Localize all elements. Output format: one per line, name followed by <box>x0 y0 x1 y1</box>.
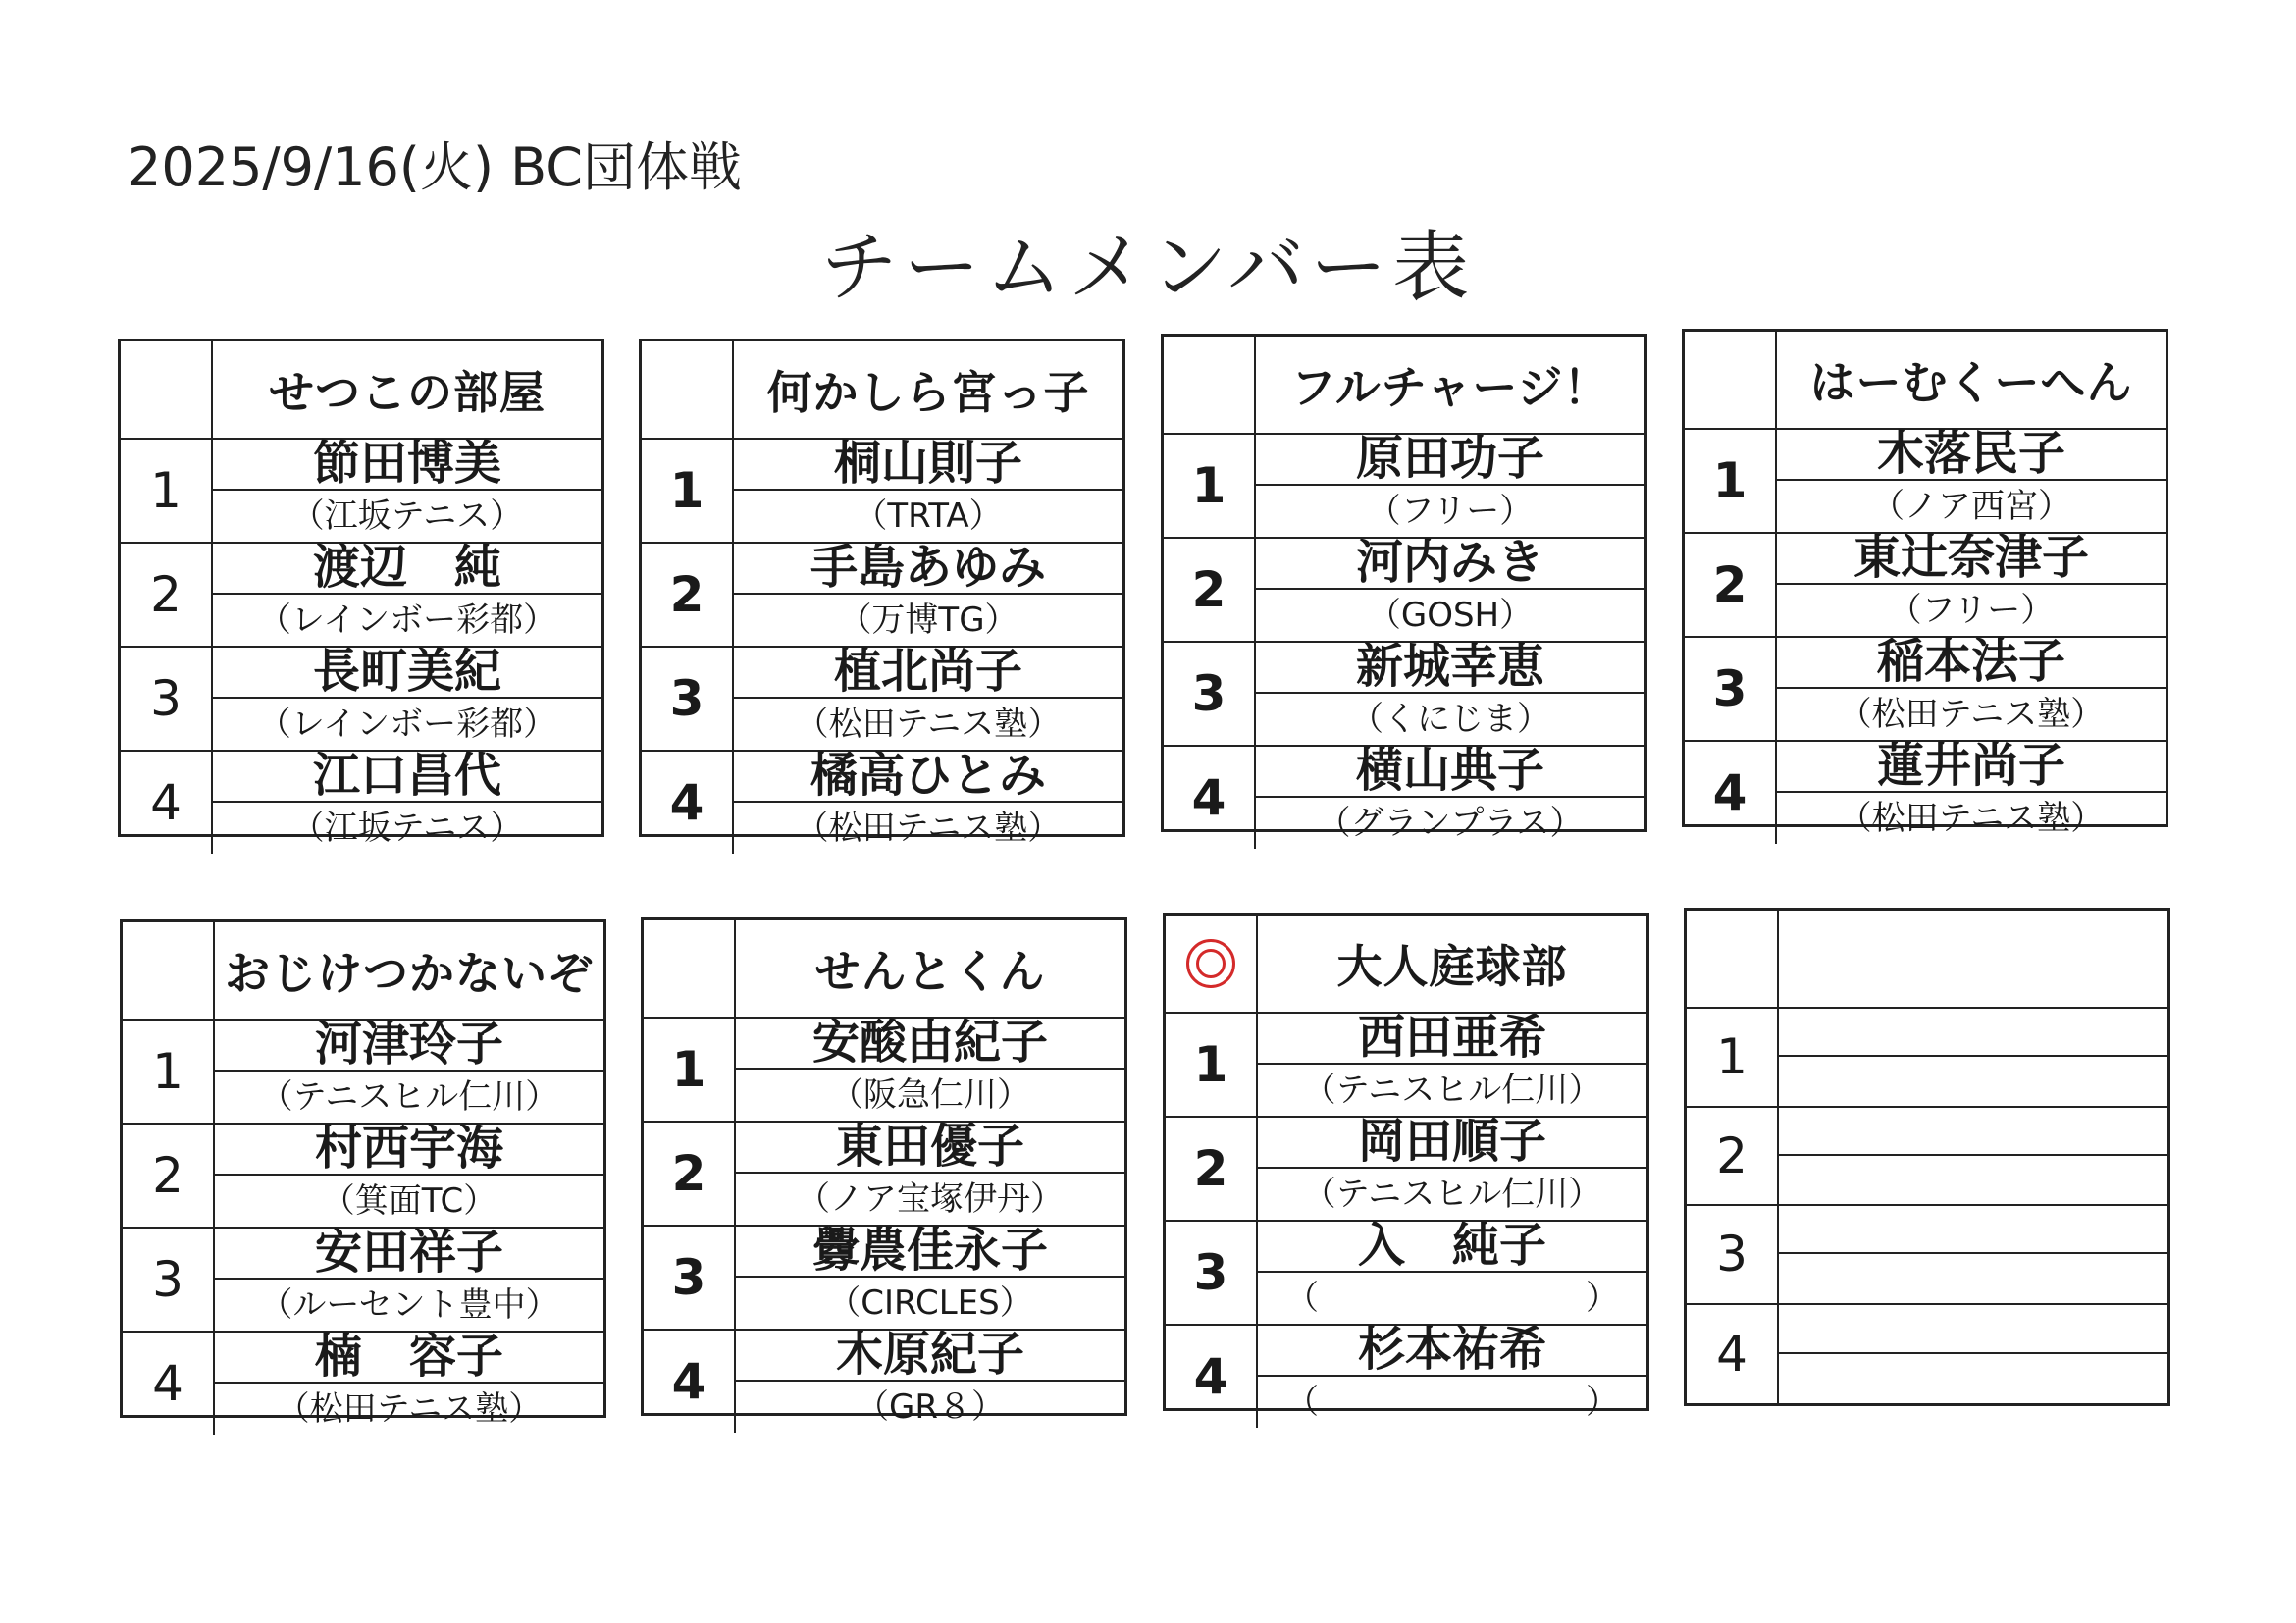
team-name: 何かしら宮っ子 <box>734 341 1122 440</box>
player-entry <box>215 1017 603 1125</box>
team-table <box>1682 329 2168 838</box>
player-order-number: 2 <box>1191 561 1226 618</box>
player-name: 河津玲子 <box>215 1021 603 1072</box>
player-order-cell <box>1164 643 1256 747</box>
player-order-cell <box>1164 747 1256 849</box>
player-entry <box>734 644 1122 752</box>
player-order-number: 4 <box>669 774 704 831</box>
player-entry <box>1258 1322 1646 1428</box>
player-entry <box>1779 1009 2167 1108</box>
player-entry <box>1256 431 1644 539</box>
player-order-number: 1 <box>1191 457 1226 514</box>
player-order-cell <box>1164 435 1256 539</box>
player-order-cell <box>123 1333 215 1435</box>
player-club: （松田テニス塾） <box>1838 695 2105 734</box>
player-order-cell <box>1685 430 1777 534</box>
player-order-number: 1 <box>150 462 182 519</box>
player-order-number: 2 <box>150 566 182 623</box>
player-name: 新城幸恵 <box>1256 643 1644 694</box>
player-entry <box>736 1015 1124 1123</box>
player-entry <box>213 436 601 544</box>
player-club: （阪急仁川） <box>830 1075 1030 1115</box>
team-mark-cell <box>1687 911 1779 1009</box>
player-name: 手島あゆみ <box>734 544 1122 595</box>
player-order-number: 4 <box>1712 764 1748 821</box>
player-club: （GOSH） <box>1367 596 1534 635</box>
player-order-cell <box>1164 539 1256 643</box>
player-club: （松田テニス塾） <box>795 809 1062 848</box>
player-order-cell <box>644 1227 736 1331</box>
player-order-cell <box>1687 1305 1779 1404</box>
player-order-cell <box>1166 1222 1258 1326</box>
player-entry <box>1256 743 1644 849</box>
player-name: 入 純子 <box>1258 1222 1646 1273</box>
player-club: （松田テニス塾） <box>276 1389 543 1429</box>
team-table <box>120 919 606 1429</box>
player-order-cell <box>644 1331 736 1433</box>
player-name: 横山典子 <box>1256 747 1644 798</box>
player-name <box>1779 1206 2167 1254</box>
player-order-cell <box>123 1125 215 1229</box>
player-order-cell <box>1687 1206 1779 1305</box>
team-table <box>1684 908 2170 1406</box>
team-mark-cell <box>123 922 215 1021</box>
player-order-number: 3 <box>150 670 182 727</box>
player-name: 稲本法子 <box>1777 638 2166 689</box>
player-club: （グランプラス） <box>1317 804 1584 843</box>
player-order-number: 1 <box>669 462 704 519</box>
player-order-number: 3 <box>669 670 704 727</box>
player-order-cell <box>642 544 734 648</box>
team-name: せつこの部屋 <box>213 341 601 440</box>
player-name <box>1779 1305 2167 1354</box>
player-name: 桐山則子 <box>734 440 1122 491</box>
player-name: 安酸由紀子 <box>736 1019 1124 1070</box>
player-order-number: 1 <box>1712 452 1748 509</box>
team-name: 大人庭球部 <box>1258 916 1646 1014</box>
player-club: （TRTA） <box>854 497 1003 536</box>
player-name: 木原紀子 <box>736 1331 1124 1382</box>
player-name: 節田博美 <box>213 440 601 491</box>
player-name: 橘高ひとみ <box>734 752 1122 803</box>
player-entry <box>1779 1206 2167 1305</box>
player-club: （フリー） <box>1367 492 1534 531</box>
player-entry <box>1258 1114 1646 1222</box>
player-entry <box>1777 426 2166 534</box>
player-order-number: 1 <box>1716 1028 1748 1086</box>
player-order-number: 1 <box>671 1041 706 1098</box>
player-entry <box>1256 535 1644 643</box>
player-order-cell <box>1166 1326 1258 1428</box>
player-order-cell <box>121 648 213 752</box>
player-order-number: 3 <box>1712 660 1748 717</box>
player-entry <box>1258 1218 1646 1326</box>
player-order-number: 2 <box>1712 556 1748 613</box>
player-club: （箕面TC） <box>321 1181 497 1221</box>
player-entry <box>734 436 1122 544</box>
team-name: はーむくーへん <box>1777 332 2166 430</box>
player-order-cell <box>644 1123 736 1227</box>
player-name: 東田優子 <box>736 1123 1124 1174</box>
player-order-cell <box>642 752 734 854</box>
team-mark-cell <box>1685 332 1777 430</box>
event-date-line: 2025/9/16(火) BC団体戦 <box>128 136 742 198</box>
player-club: （ ） <box>1285 1279 1619 1318</box>
player-order-cell <box>642 648 734 752</box>
player-order-cell <box>1166 1014 1258 1118</box>
player-entry <box>1258 1010 1646 1118</box>
player-order-number: 3 <box>152 1251 183 1308</box>
double-circle-icon <box>1186 939 1235 988</box>
player-name: 植北尚子 <box>734 648 1122 699</box>
player-order-cell <box>642 440 734 544</box>
player-entry <box>1777 634 2166 742</box>
player-entry <box>1777 738 2166 844</box>
team-mark-cell <box>642 341 734 440</box>
player-club: （フリー） <box>1888 591 2055 630</box>
player-club: （松田テニス塾） <box>795 705 1062 744</box>
player-order-cell <box>1685 742 1777 844</box>
player-name: 杉本祐希 <box>1258 1326 1646 1377</box>
player-club: （ルーセント豊中） <box>259 1285 559 1325</box>
player-entry <box>734 748 1122 854</box>
player-club <box>1779 1354 2167 1403</box>
team-name <box>1779 911 2167 1009</box>
player-club: （GR８） <box>856 1387 1005 1427</box>
player-order-number: 4 <box>1191 769 1226 826</box>
team-table <box>1163 913 1649 1422</box>
player-order-number: 4 <box>1716 1325 1748 1383</box>
player-entry <box>213 540 601 648</box>
player-order-cell <box>1685 534 1777 638</box>
player-name: 蓮井尚子 <box>1777 742 2166 793</box>
player-name: 村西宇海 <box>215 1125 603 1176</box>
player-order-cell <box>1166 1118 1258 1222</box>
player-order-number: 2 <box>152 1147 183 1204</box>
player-order-number: 3 <box>1191 665 1226 722</box>
player-entry <box>213 748 601 854</box>
player-entry <box>1779 1305 2167 1404</box>
player-name: 安田祥子 <box>215 1229 603 1280</box>
player-entry <box>736 1223 1124 1331</box>
player-order-cell <box>1687 1009 1779 1108</box>
player-club: （万博TG） <box>838 601 1018 640</box>
player-name: 木落民子 <box>1777 430 2166 481</box>
player-name: 東辻奈津子 <box>1777 534 2166 585</box>
team-mark-cell <box>121 341 213 440</box>
team-mark-cell <box>644 920 736 1019</box>
team-name: せんとくん <box>736 920 1124 1019</box>
player-name: 渡辺 純 <box>213 544 601 595</box>
player-order-cell <box>1685 638 1777 742</box>
player-name: 西田亜希 <box>1258 1014 1646 1065</box>
player-order-number: 4 <box>1193 1348 1228 1405</box>
player-order-number: 4 <box>150 774 182 831</box>
team-table <box>639 339 1125 848</box>
player-order-number: 1 <box>152 1043 183 1100</box>
player-entry <box>1779 1108 2167 1207</box>
team-mark-cell <box>1164 337 1256 435</box>
player-club <box>1779 1156 2167 1204</box>
player-club: （くにじま） <box>1350 700 1550 739</box>
player-entry <box>734 540 1122 648</box>
player-order-cell <box>121 544 213 648</box>
player-club: （レインボー彩都） <box>257 705 557 744</box>
player-name: 江口昌代 <box>213 752 601 803</box>
player-club: （松田テニス塾） <box>1838 799 2105 838</box>
player-entry <box>215 1225 603 1333</box>
player-entry <box>736 1119 1124 1227</box>
player-order-cell <box>123 1229 215 1333</box>
player-order-number: 2 <box>671 1145 706 1202</box>
player-order-cell <box>123 1021 215 1125</box>
player-order-cell <box>644 1019 736 1123</box>
player-order-number: 4 <box>152 1355 183 1412</box>
player-club <box>1779 1057 2167 1105</box>
player-name: 河内みき <box>1256 539 1644 590</box>
team-name: フルチャージ！ <box>1256 337 1644 435</box>
player-name: 原田功子 <box>1256 435 1644 486</box>
player-order-number: 2 <box>1716 1126 1748 1184</box>
player-order-cell <box>121 752 213 854</box>
team-table <box>641 917 1127 1427</box>
player-club: （江坂テニス） <box>290 809 524 848</box>
player-entry <box>1256 639 1644 747</box>
player-entry <box>215 1121 603 1229</box>
player-entry <box>213 644 601 752</box>
player-club: （ ） <box>1285 1383 1619 1422</box>
player-club: （テニスヒル仁川） <box>1302 1071 1602 1110</box>
player-club: （江坂テニス） <box>290 497 524 536</box>
player-name: 楠 容子 <box>215 1333 603 1384</box>
player-order-cell <box>121 440 213 544</box>
player-name: 長町美紀 <box>213 648 601 699</box>
player-entry <box>215 1329 603 1435</box>
player-order-number: 2 <box>669 566 704 623</box>
player-order-number: 1 <box>1193 1036 1228 1093</box>
player-name: 岡田順子 <box>1258 1118 1646 1169</box>
player-order-number: 4 <box>671 1353 706 1410</box>
player-club: （テニスヒル仁川） <box>259 1077 559 1117</box>
player-entry <box>1777 530 2166 638</box>
team-table <box>1161 334 1647 843</box>
player-order-number: 3 <box>671 1249 706 1306</box>
player-club: （ノア西宮） <box>1871 487 2071 526</box>
player-club: （CIRCLES） <box>827 1283 1033 1323</box>
team-name: おじけつかないぞ <box>215 922 603 1021</box>
player-order-number: 3 <box>1716 1226 1748 1283</box>
team-mark-cell <box>1166 916 1258 1014</box>
player-order-cell <box>1687 1108 1779 1207</box>
player-name: 釁農佳永子 <box>736 1227 1124 1278</box>
player-club: （レインボー彩都） <box>257 601 557 640</box>
player-name <box>1779 1108 2167 1156</box>
player-order-number: 2 <box>1193 1140 1228 1197</box>
player-club <box>1779 1254 2167 1302</box>
player-name <box>1779 1009 2167 1057</box>
document-title: チームメンバー表 <box>820 224 1476 312</box>
player-club: （テニスヒル仁川） <box>1302 1175 1602 1214</box>
player-entry <box>736 1327 1124 1433</box>
team-table <box>118 339 604 848</box>
player-club: （ノア宝塚伊丹） <box>797 1179 1064 1219</box>
player-order-number: 3 <box>1193 1244 1228 1301</box>
